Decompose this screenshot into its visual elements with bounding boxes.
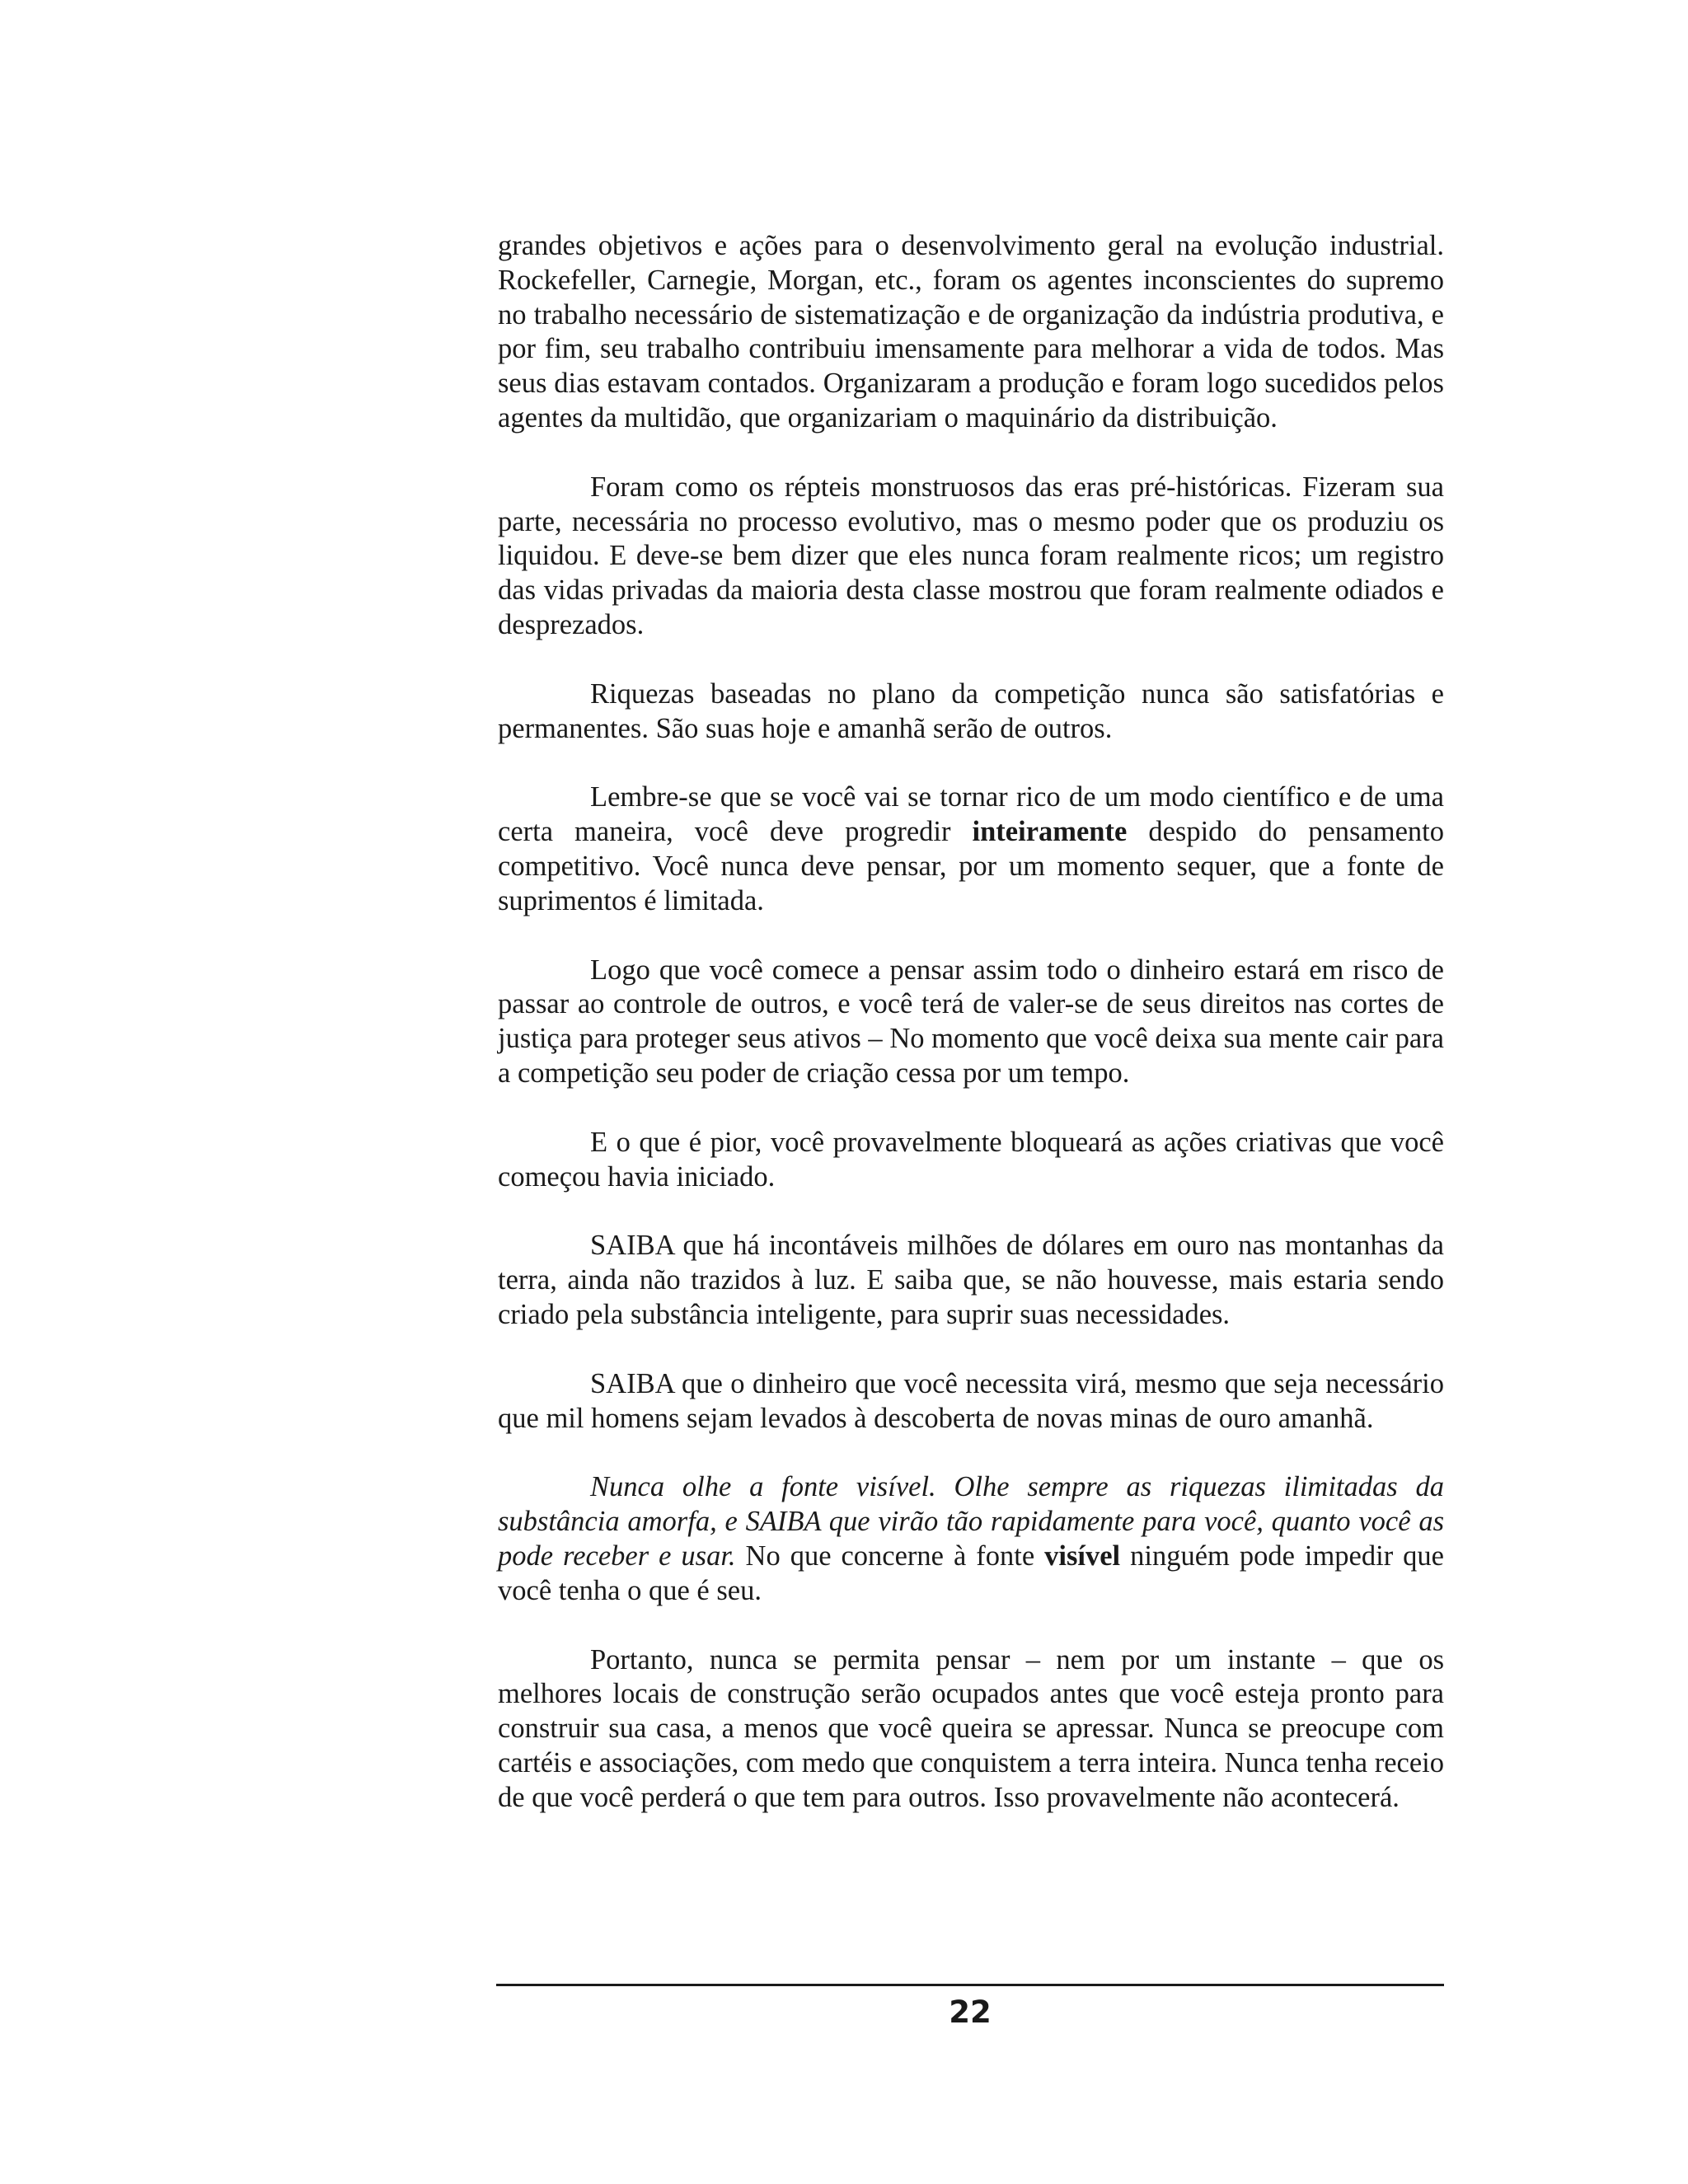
- italic-emphasis: Nunca olhe a fonte visível. Olhe sempre as riquezas ilimitadas da substância amorfa, e SAIBA que virão tão rapidamente para você, quanto você as pode receber e usar.: [498, 1471, 1444, 1572]
- paragraph-3: [498, 677, 1444, 747]
- paragraph-text: Lembre-se que se você vai se tornar rico de um modo científico e de uma certa maneira, você deve progredir: [498, 781, 1444, 848]
- paragraph-2: [498, 471, 1444, 643]
- paragraph-6: [498, 1126, 1444, 1195]
- paragraph-7: [498, 1229, 1444, 1332]
- paragraph-9: [498, 1470, 1444, 1608]
- paragraph-text: Logo que você comece a pensar assim todo o dinheiro estará em risco de passar ao controle de outros, e você terá de valer-se de seus direitos nas cortes de justiça para proteger seus ativos – No momento que você deixa sua mente cair para a competição seu poder de criação cessa por um tempo.: [498, 954, 1444, 1089]
- page-body: [498, 229, 1444, 1849]
- paragraph-text: grandes objetivos e ações para o desenvolvimento geral na evolução industrial. Rockefeller, Carnegie, Morgan, etc., foram os agentes inconscientes do supremo no trabalho necessário de sistematização e de organização da indústria produtiva, e por fim, seu trabalho contribuiu imensamente para melhorar a vida de todos. Mas seus dias estavam contados. Organizaram a produção e foram logo sucedidos pelos agentes da multidão, que organizariam o maquinário da distribuição.: [498, 230, 1444, 434]
- paragraph-text: despido do pensamento competitivo. Você nunca deve pensar, por um momento sequer, que a fonte de suprimentos é limitada.: [498, 816, 1445, 916]
- paragraph-text: SAIBA que há incontáveis milhões de dólares em ouro nas montanhas da terra, ainda não trazidos à luz. E saiba que, se não houvesse, mais estaria sendo criado pela substância inteligente, para suprir suas necessidades.: [498, 1230, 1444, 1330]
- paragraph-8: [498, 1367, 1444, 1436]
- paragraph-text: SAIBA que o dinheiro que você necessita virá, mesmo que seja necessário que mil homens sejam levados à descoberta de novas minas de ouro amanhã.: [498, 1367, 1444, 1434]
- paragraph-text: Riquezas baseadas no plano da competição nunca são satisfatórias e permanentes. São suas hoje e amanhã serão de outros.: [498, 677, 1444, 744]
- page-number: 22: [949, 1994, 992, 2030]
- bold-emphasis: visível: [1044, 1540, 1121, 1572]
- paragraph-text: ninguém pode impedir que você tenha o que é seu.: [498, 1540, 1444, 1606]
- footer-divider: [496, 1984, 1444, 1986]
- paragraph-5: [498, 954, 1444, 1091]
- paragraph-text: Foram como os répteis monstruosos das eras pré-históricas. Fizeram sua parte, necessária no processo evolutivo, mas o mesmo poder que os produziu os liquidou. E deve-se bem dizer que eles nunca foram realmente ricos; um registro das vidas privadas da maioria desta classe mostrou que foram realmente odiados e desprezados.: [498, 471, 1444, 640]
- paragraph-text: No que concerne à fonte: [735, 1540, 1045, 1572]
- paragraph-1: [498, 229, 1444, 436]
- paragraph-4: [498, 780, 1444, 918]
- paragraph-text: Portanto, nunca se permita pensar – nem por um instante – que os melhores locais de construção serão ocupados antes que você esteja pronto para construir sua casa, a menos que você queira se apressar. Nunca se preocupe com cartéis e associações, com medo que conquistem a terra inteira. Nunca tenha receio de que você perderá o que tem para outros. Isso provavelmente não acontecerá.: [498, 1643, 1444, 1813]
- paragraph-10: [498, 1643, 1444, 1816]
- bold-emphasis: inteiramente: [972, 816, 1128, 848]
- paragraph-text: E o que é pior, você provavelmente bloqueará as ações criativas que você começou havia iniciado.: [498, 1126, 1444, 1193]
